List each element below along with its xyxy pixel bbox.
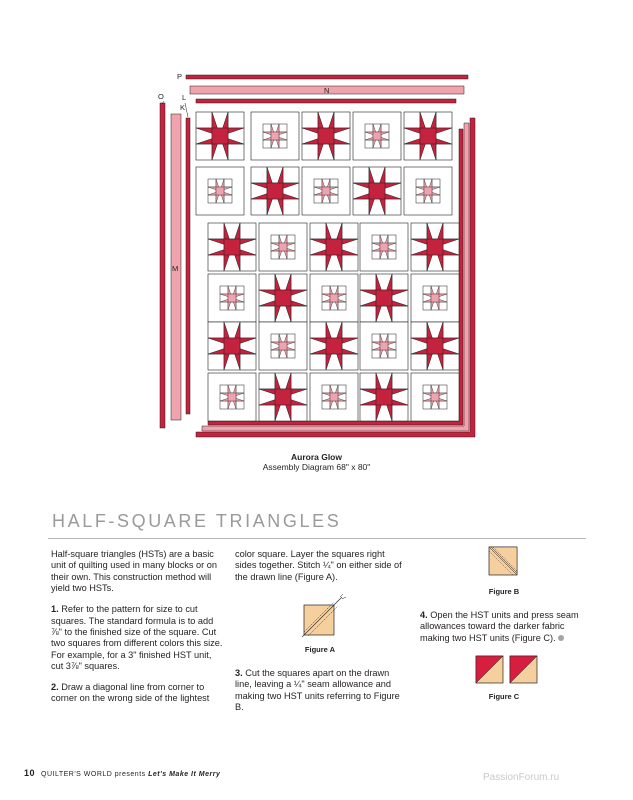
step-1-text: Refer to the pattern for size to cut squares. The standard formula is to add ⅞" to the finished size of the square. Cut two squares from different colors this size. For example, for a 3" finished HST unit, cut 3⅞" squares.: [51, 604, 223, 672]
step-3-number: 3.: [235, 668, 243, 678]
step-2-text: Draw a diagonal line from corner to corner on the wrong side of the lightest: [51, 682, 210, 704]
border-strip-k: [186, 118, 190, 414]
column-1: [51, 549, 223, 714]
section-title: HALF-SQUARE TRIANGLES: [52, 511, 342, 531]
magazine-name: QUILTER'S WORLD presents: [41, 771, 146, 778]
column-2-top: [235, 549, 405, 593]
border-strip-p: [186, 75, 468, 79]
column-3: [420, 610, 585, 654]
figure-c: [474, 654, 544, 686]
column-2-bottom: [235, 668, 405, 723]
step-2-continued: color square. Layer the squares right sides together. Stitch ¼" on either side of the drawn line (Figure A).: [235, 549, 402, 582]
label-k: K: [180, 103, 186, 112]
quilt-blocks: [196, 112, 459, 421]
end-mark-icon: [558, 635, 564, 641]
step-2: [51, 682, 223, 705]
step-2-number: 2.: [51, 682, 59, 693]
step-4-number: 4.: [420, 610, 428, 620]
step-3: [235, 668, 405, 714]
watermark: PassionForum.ru: [483, 772, 560, 783]
page-number: 10: [24, 768, 36, 778]
figure-a-label: Figure A: [304, 645, 336, 654]
label-n: N: [324, 86, 330, 95]
step-1-number: 1.: [51, 604, 59, 615]
step-4: [420, 610, 585, 644]
figure-b-label: Figure B: [488, 587, 520, 596]
step-1: [51, 604, 223, 672]
issue-title: Let's Make It Merry: [148, 771, 221, 778]
label-m: M: [172, 264, 179, 273]
figure-c-label: Figure C: [488, 692, 520, 701]
section-rule: [48, 538, 586, 539]
label-o: O: [158, 92, 164, 101]
diagram-caption-title: Aurora Glow: [290, 452, 342, 462]
border-strip-o: [160, 103, 165, 428]
figure-b: [484, 544, 524, 582]
diagram-caption-subtitle: Assembly Diagram 68" x 80": [262, 462, 371, 472]
label-l: L: [182, 93, 187, 102]
figure-a: [300, 592, 360, 642]
label-p: P: [177, 72, 183, 81]
step-4-text: Open the HST units and press seam allowances toward the darker fabric making two HST units (Figure C).: [420, 610, 579, 643]
step-3-text: Cut the squares apart on the drawn line, leaving a ¼" seam allowance and making two HST units referring to Figure B.: [235, 668, 400, 713]
page-footer: [24, 768, 220, 778]
border-strip-l: [196, 99, 456, 103]
intro-paragraph: Half-square triangles (HSTs) are a basic unit of quilting used in many blocks or on their own. This construction method will yield two HSTs.: [51, 549, 217, 594]
